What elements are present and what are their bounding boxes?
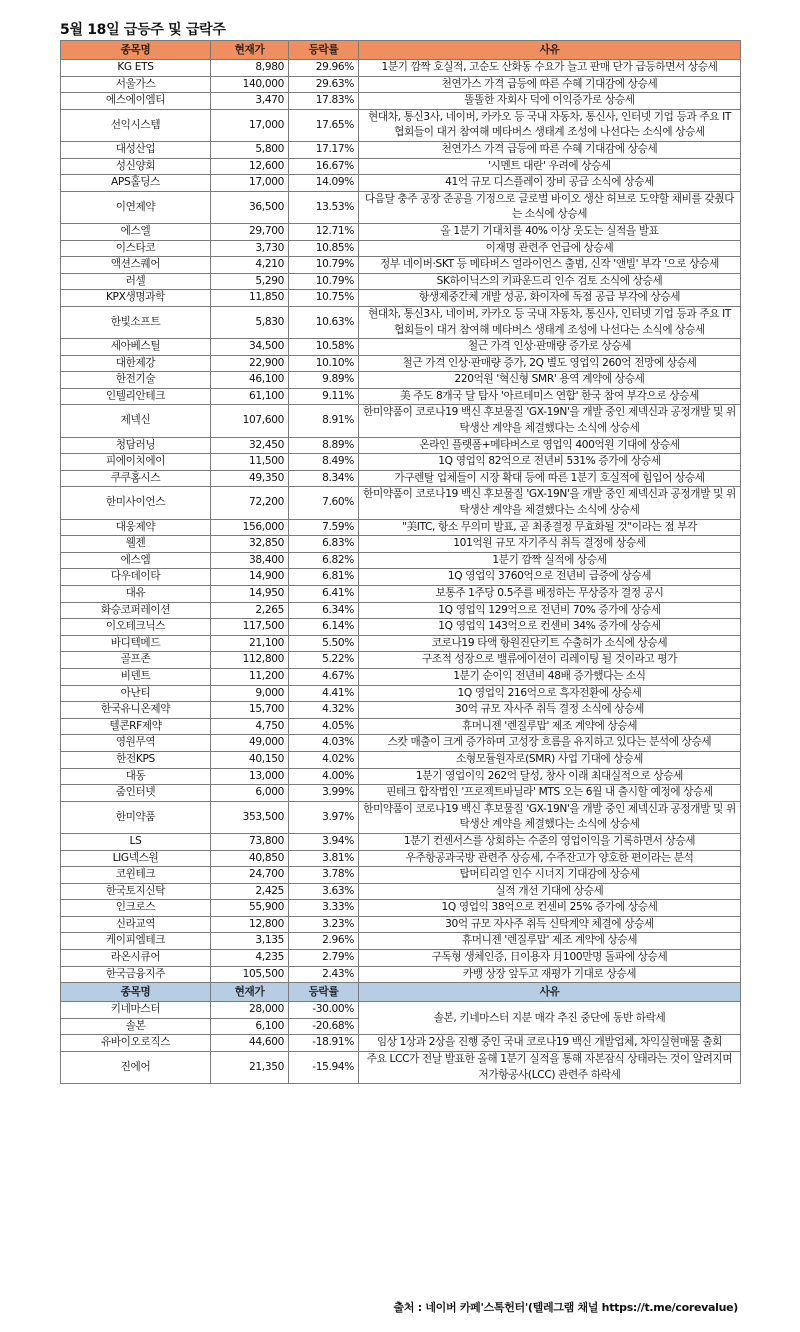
reason-text: "美ITC, 항소 무의미 발표, 곧 최종결정 무효화될 것"이라는 점 부각 xyxy=(359,519,741,536)
change-rate: 3.97% xyxy=(289,801,359,833)
current-price: 14,950 xyxy=(211,586,289,603)
reason-text: 보통주 1주당 0.5주를 배정하는 무상증자 결정 공시 xyxy=(359,586,741,603)
header-change: 등락률 xyxy=(289,983,359,1002)
reason-text: 똘똘한 자회사 덕에 이익증가로 상승세 xyxy=(359,93,741,110)
stock-name: 다우데이타 xyxy=(61,569,211,586)
stock-name: 유바이오로직스 xyxy=(61,1035,211,1052)
change-rate: 16.67% xyxy=(289,158,359,175)
reason-text: 솔본, 키네마스터 지분 매각 추진 중단에 동반 하락세 xyxy=(359,1002,741,1035)
gainer-row xyxy=(61,388,741,405)
gainer-row xyxy=(61,867,741,884)
reason-text: 현대차, 통신3사, 네이버, 카카오 등 국내 자동차, 통신사, 인터넷 기업 등과 주요 IT 협회들이 대거 참여해 메타버스 생태계 조성에 나선다는 소식에 상승세 xyxy=(359,109,741,141)
reason-text: 1Q 영업익 143억으로 컨센비 34% 증가에 상승세 xyxy=(359,619,741,636)
reason-text: 온라인 플랫폼+메타버스로 영업익 400억원 기대에 상승세 xyxy=(359,437,741,454)
stock-name: 한국유니온제약 xyxy=(61,702,211,719)
current-price: 21,100 xyxy=(211,635,289,652)
reason-text: 항생제중간체 개발 성공, 화이자에 독점 공급 부각에 상승세 xyxy=(359,290,741,307)
current-price: 5,830 xyxy=(211,306,289,338)
stock-name: 골프존 xyxy=(61,652,211,669)
gainer-row xyxy=(61,900,741,917)
stock-name: 화승코퍼레이션 xyxy=(61,602,211,619)
current-price: 24,700 xyxy=(211,867,289,884)
reason-text: 구독형 생체인증, 日이용자 月100만명 돌파에 상승세 xyxy=(359,950,741,967)
current-price: 34,500 xyxy=(211,339,289,356)
stock-name: 인텔리안테크 xyxy=(61,388,211,405)
stock-name: 코윈테크 xyxy=(61,867,211,884)
reason-text: 1Q 영업익 129억으로 전년비 70% 증가에 상승세 xyxy=(359,602,741,619)
change-rate: 10.58% xyxy=(289,339,359,356)
reason-text: 1Q 영업익 38억으로 컨센비 25% 증가에 상승세 xyxy=(359,900,741,917)
reason-text: 스캇 매출이 크게 증가하며 고성장 흐름을 유지하고 있다는 분석에 상승세 xyxy=(359,735,741,752)
change-rate: 29.63% xyxy=(289,76,359,93)
gainer-row xyxy=(61,109,741,141)
reason-text: 1Q 영업익 216억으로 흑자전환에 상승세 xyxy=(359,685,741,702)
current-price: 11,200 xyxy=(211,668,289,685)
change-rate: 4.02% xyxy=(289,751,359,768)
change-rate: 17.65% xyxy=(289,109,359,141)
reason-text: 우주항공과국방 관련주 상승세, 수주잔고가 양호한 편이라는 분석 xyxy=(359,850,741,867)
change-rate: 17.17% xyxy=(289,141,359,158)
gainer-row xyxy=(61,60,741,77)
gainer-row xyxy=(61,306,741,338)
current-price: 55,900 xyxy=(211,900,289,917)
stock-name: 줌인터넷 xyxy=(61,785,211,802)
reason-text: 1Q 영업익 3760억으로 전년비 급증에 상승세 xyxy=(359,569,741,586)
change-rate: 3.99% xyxy=(289,785,359,802)
gainer-row xyxy=(61,619,741,636)
gainer-row xyxy=(61,883,741,900)
reason-text: 올 1분기 기대치를 40% 이상 웃도는 실적을 발표 xyxy=(359,223,741,240)
stock-name: 바디텍메드 xyxy=(61,635,211,652)
reason-text: 한미약품이 코로나19 백신 후보물질 'GX-19N'을 개발 중인 제넥신과 공정개발 및 위탁생산 계약을 체결했다는 소식에 상승세 xyxy=(359,801,741,833)
change-rate: 6.82% xyxy=(289,552,359,569)
gainer-row xyxy=(61,850,741,867)
current-price: 5,290 xyxy=(211,273,289,290)
current-price: 14,900 xyxy=(211,569,289,586)
current-price: 29,700 xyxy=(211,223,289,240)
change-rate: 8.34% xyxy=(289,470,359,487)
reason-text: 한미약품이 코로나19 백신 후보물질 'GX-19N'을 개발 중인 제넥신과 공정개발 및 위탁생산 계약을 체결했다는 소식에 상승세 xyxy=(359,487,741,519)
gainer-row xyxy=(61,519,741,536)
stock-name: 한미사이언스 xyxy=(61,487,211,519)
gainer-row xyxy=(61,768,741,785)
gainer-row xyxy=(61,552,741,569)
current-price: 28,000 xyxy=(211,1002,289,1019)
gainer-row xyxy=(61,339,741,356)
change-rate: 3.81% xyxy=(289,850,359,867)
gainer-row xyxy=(61,785,741,802)
stock-name: 키네마스터 xyxy=(61,1002,211,1019)
gainer-row xyxy=(61,950,741,967)
stock-name: 쿠쿠홈시스 xyxy=(61,470,211,487)
reason-text: 다음달 충주 공장 준공을 기정으로 글로벌 바이오 생산 허브로 도약할 채비를 갖췄다는 소식에 상승세 xyxy=(359,191,741,223)
change-rate: 14.09% xyxy=(289,175,359,192)
header-reason: 사유 xyxy=(359,41,741,60)
stock-name: 신라교역 xyxy=(61,916,211,933)
current-price: 105,500 xyxy=(211,966,289,983)
current-price: 3,730 xyxy=(211,240,289,257)
change-rate: 3.33% xyxy=(289,900,359,917)
stock-name: KPX생명과학 xyxy=(61,290,211,307)
current-price: 36,500 xyxy=(211,191,289,223)
stock-name: 러셀 xyxy=(61,273,211,290)
gainer-row xyxy=(61,602,741,619)
reason-text: 한미약품이 코로나19 백신 후보물질 'GX-19N'을 개발 중인 제넥신과 공정개발 및 위탁생산 계약을 체결했다는 소식에 상승세 xyxy=(359,405,741,437)
current-price: 73,800 xyxy=(211,833,289,850)
reason-text: 101억원 규모 자기주식 취득 결정에 상승세 xyxy=(359,536,741,553)
stock-name: 제넥신 xyxy=(61,405,211,437)
gainer-row xyxy=(61,801,741,833)
reason-text: 1Q 영업익 82억으로 전년비 531% 증가에 상승세 xyxy=(359,454,741,471)
current-price: 17,000 xyxy=(211,175,289,192)
change-rate: 4.00% xyxy=(289,768,359,785)
stock-name: 이스타코 xyxy=(61,240,211,257)
stock-name: 피에이치에이 xyxy=(61,454,211,471)
current-price: 32,850 xyxy=(211,536,289,553)
change-rate: 10.85% xyxy=(289,240,359,257)
gainer-row xyxy=(61,933,741,950)
header-name: 종목명 xyxy=(61,41,211,60)
current-price: 46,100 xyxy=(211,372,289,389)
change-rate: 9.11% xyxy=(289,388,359,405)
stock-name: 한미약품 xyxy=(61,801,211,833)
current-price: 9,000 xyxy=(211,685,289,702)
current-price: 72,200 xyxy=(211,487,289,519)
change-rate: 8.91% xyxy=(289,405,359,437)
change-rate: 3.78% xyxy=(289,867,359,884)
current-price: 8,980 xyxy=(211,60,289,77)
current-price: 3,470 xyxy=(211,93,289,110)
reason-text: 철근 가격 인상·판매량 증가로 상승세 xyxy=(359,339,741,356)
change-rate: 10.63% xyxy=(289,306,359,338)
reason-text: 1분기 깜짝 실적에 상승세 xyxy=(359,552,741,569)
gainer-row xyxy=(61,702,741,719)
header-price: 현재가 xyxy=(211,41,289,60)
reason-text: 1분기 영업이익 262억 달성, 창사 이래 최대실적으로 상승세 xyxy=(359,768,741,785)
stock-table-container xyxy=(60,40,740,1084)
gainer-row xyxy=(61,355,741,372)
gainer-row xyxy=(61,437,741,454)
current-price: 11,500 xyxy=(211,454,289,471)
change-rate: 3.94% xyxy=(289,833,359,850)
current-price: 15,700 xyxy=(211,702,289,719)
gainer-row xyxy=(61,635,741,652)
change-rate: 8.49% xyxy=(289,454,359,471)
gainer-row xyxy=(61,668,741,685)
gainer-row xyxy=(61,652,741,669)
change-rate: 17.83% xyxy=(289,93,359,110)
stock-name: 한국토지신탁 xyxy=(61,883,211,900)
gainer-row xyxy=(61,470,741,487)
header-reason: 사유 xyxy=(359,983,741,1002)
current-price: 40,150 xyxy=(211,751,289,768)
change-rate: 4.41% xyxy=(289,685,359,702)
stock-name: 한전KPS xyxy=(61,751,211,768)
reason-text: 이재명 관련주 언급에 상승세 xyxy=(359,240,741,257)
reason-text: 소형모듈원자로(SMR) 사업 기대에 상승세 xyxy=(359,751,741,768)
stock-name: 대웅제약 xyxy=(61,519,211,536)
change-rate: 4.05% xyxy=(289,718,359,735)
stock-name: 케이피엠테크 xyxy=(61,933,211,950)
current-price: 112,800 xyxy=(211,652,289,669)
reason-text: 가구렌탈 업체들이 시장 확대 등에 따른 1분기 호실적에 힘입어 상승세 xyxy=(359,470,741,487)
change-rate: 9.89% xyxy=(289,372,359,389)
reason-text: '시멘트 대란' 우려에 상승세 xyxy=(359,158,741,175)
reason-text: 휴머니젠 '렌질루맙' 제조 계약에 상승세 xyxy=(359,933,741,950)
gainer-row xyxy=(61,240,741,257)
reason-text: SK하이닉스의 키파운드리 인수 검토 소식에 상승세 xyxy=(359,273,741,290)
change-rate: 10.79% xyxy=(289,273,359,290)
source-note: 출처 : 네이버 카페'스톡헌터'(텔레그램 채널 https://t.me/corevalue) xyxy=(393,1301,738,1314)
change-rate: 6.41% xyxy=(289,586,359,603)
current-price: 49,350 xyxy=(211,470,289,487)
reason-text: 코로나19 타액 항원진단키트 수출허가 소식에 상승세 xyxy=(359,635,741,652)
change-rate: 4.67% xyxy=(289,668,359,685)
reason-text: 41억 규모 디스플레이 장비 공급 소식에 상승세 xyxy=(359,175,741,192)
reason-text: 탑머티리얼 인수 시너지 기대감에 상승세 xyxy=(359,867,741,884)
gainer-row xyxy=(61,93,741,110)
reason-text: 美 주도 8개국 달 탐사 '아르테미스 연합' 한국 참여 부각으로 상승세 xyxy=(359,388,741,405)
stock-name: 에스에이엠티 xyxy=(61,93,211,110)
current-price: 38,400 xyxy=(211,552,289,569)
change-rate: 2.96% xyxy=(289,933,359,950)
change-rate: 7.60% xyxy=(289,487,359,519)
stock-name: 솔본 xyxy=(61,1018,211,1035)
stock-name: 성신양회 xyxy=(61,158,211,175)
stock-name: 아난티 xyxy=(61,685,211,702)
stock-name: 이연제약 xyxy=(61,191,211,223)
reason-text: 현대차, 통신3사, 네이버, 카카오 등 국내 자동차, 통신사, 인터넷 기업 등과 주요 IT 협회들이 대거 참여해 메타버스 생태계 조성에 나선다는 소식에 상승세 xyxy=(359,306,741,338)
reason-text: 30억 규모 자사주 취득 결정 소식에 상승세 xyxy=(359,702,741,719)
stock-name: 텔콘RF제약 xyxy=(61,718,211,735)
change-rate: 13.53% xyxy=(289,191,359,223)
gainer-row xyxy=(61,273,741,290)
change-rate: 5.22% xyxy=(289,652,359,669)
change-rate: 29.96% xyxy=(289,60,359,77)
change-rate: 6.83% xyxy=(289,536,359,553)
gainer-row xyxy=(61,751,741,768)
change-rate: 4.32% xyxy=(289,702,359,719)
stock-name: 청담러닝 xyxy=(61,437,211,454)
gainer-row xyxy=(61,141,741,158)
current-price: 49,000 xyxy=(211,735,289,752)
stock-name: 진에어 xyxy=(61,1052,211,1084)
current-price: 107,600 xyxy=(211,405,289,437)
losers-header xyxy=(61,983,741,1002)
current-price: 4,750 xyxy=(211,718,289,735)
change-rate: -15.94% xyxy=(289,1052,359,1084)
losers-list xyxy=(61,1002,741,1084)
gainer-row xyxy=(61,454,741,471)
reason-text: 핀테크 합작법인 '프로젝트바닐라' MTS 오는 6월 내 출시할 예정에 상승세 xyxy=(359,785,741,802)
current-price: 2,425 xyxy=(211,883,289,900)
gainer-row xyxy=(61,257,741,274)
stock-name: 영원무역 xyxy=(61,735,211,752)
current-price: 32,450 xyxy=(211,437,289,454)
stock-name: 대동 xyxy=(61,768,211,785)
current-price: 6,100 xyxy=(211,1018,289,1035)
gainer-row xyxy=(61,372,741,389)
gainer-row xyxy=(61,290,741,307)
gainer-row xyxy=(61,536,741,553)
stock-name: 웰젠 xyxy=(61,536,211,553)
page-title: 5월 18일 급등주 및 급락주 xyxy=(60,22,226,38)
current-price: 2,265 xyxy=(211,602,289,619)
stock-name: 대한제강 xyxy=(61,355,211,372)
current-price: 44,600 xyxy=(211,1035,289,1052)
gainer-row xyxy=(61,223,741,240)
gainer-row xyxy=(61,586,741,603)
gainer-row xyxy=(61,158,741,175)
change-rate: 2.79% xyxy=(289,950,359,967)
reason-text: 1분기 깜짝 호실적, 고순도 산화동 수요가 늘고 판매 단가 급등하면서 상승세 xyxy=(359,60,741,77)
current-price: 5,800 xyxy=(211,141,289,158)
gainer-row xyxy=(61,966,741,983)
reason-text: 카뱅 상장 앞두고 재평가 기대로 상승세 xyxy=(359,966,741,983)
current-price: 140,000 xyxy=(211,76,289,93)
current-price: 3,135 xyxy=(211,933,289,950)
current-price: 61,100 xyxy=(211,388,289,405)
change-rate: 6.81% xyxy=(289,569,359,586)
stock-name: 이오테크닉스 xyxy=(61,619,211,636)
stock-name: LS xyxy=(61,833,211,850)
current-price: 22,900 xyxy=(211,355,289,372)
change-rate: 10.75% xyxy=(289,290,359,307)
stock-name: LIG넥스원 xyxy=(61,850,211,867)
stock-name: 비덴트 xyxy=(61,668,211,685)
reason-text: 220억원 '혁신형 SMR' 용역 계약에 상승세 xyxy=(359,372,741,389)
reason-text: 천연가스 가격 급등에 따른 수혜 기대감에 상승세 xyxy=(359,76,741,93)
gainer-row xyxy=(61,685,741,702)
change-rate: 6.34% xyxy=(289,602,359,619)
stock-table xyxy=(60,40,741,1084)
reason-text: 철근 가격 인상·판매량 증가, 2Q 별도 영업익 260억 전망에 상승세 xyxy=(359,355,741,372)
change-rate: 6.14% xyxy=(289,619,359,636)
reason-text: 휴머니젠 '렌질루맙' 제조 계약에 상승세 xyxy=(359,718,741,735)
stock-name: KG ETS xyxy=(61,60,211,77)
current-price: 40,850 xyxy=(211,850,289,867)
loser-row xyxy=(61,1052,741,1084)
stock-name: APS홀딩스 xyxy=(61,175,211,192)
header-change: 등락률 xyxy=(289,41,359,60)
stock-name: 액션스퀘어 xyxy=(61,257,211,274)
gainer-row xyxy=(61,718,741,735)
gainer-row xyxy=(61,487,741,519)
current-price: 12,800 xyxy=(211,916,289,933)
current-price: 12,600 xyxy=(211,158,289,175)
stock-name: 에스엠 xyxy=(61,552,211,569)
reason-text: 천연가스 가격 급등에 따른 수혜 기대감에 상승세 xyxy=(359,141,741,158)
change-rate: -18.91% xyxy=(289,1035,359,1052)
change-rate: -30.00% xyxy=(289,1002,359,1019)
change-rate: 2.43% xyxy=(289,966,359,983)
change-rate: 8.89% xyxy=(289,437,359,454)
current-price: 17,000 xyxy=(211,109,289,141)
loser-row xyxy=(61,1002,741,1019)
reason-text: 임상 1상과 2상을 진행 중인 국내 코로나19 백신 개발업체, 차익실현매물 출회 xyxy=(359,1035,741,1052)
stock-name: 한전기술 xyxy=(61,372,211,389)
stock-name: 인크로스 xyxy=(61,900,211,917)
current-price: 11,850 xyxy=(211,290,289,307)
change-rate: 5.50% xyxy=(289,635,359,652)
current-price: 4,210 xyxy=(211,257,289,274)
gainer-row xyxy=(61,405,741,437)
stock-name: 에스엘 xyxy=(61,223,211,240)
reason-text: 구조적 성장으로 밸류에이션이 리레이팅 될 것이라고 평가 xyxy=(359,652,741,669)
current-price: 353,500 xyxy=(211,801,289,833)
stock-name: 대성산업 xyxy=(61,141,211,158)
change-rate: 4.03% xyxy=(289,735,359,752)
gainer-row xyxy=(61,175,741,192)
reason-text: 정부 네이버·SKT 등 메타버스 얼라이언스 출범, 신작 '앤빌' 부각 '으로 상승세 xyxy=(359,257,741,274)
gainers-list xyxy=(61,60,741,983)
change-rate: 3.63% xyxy=(289,883,359,900)
current-price: 21,350 xyxy=(211,1052,289,1084)
stock-name: 서울가스 xyxy=(61,76,211,93)
stock-name: 한빛소프트 xyxy=(61,306,211,338)
gainer-row xyxy=(61,735,741,752)
stock-name: 한국금융지주 xyxy=(61,966,211,983)
reason-text: 1분기 컨센서스를 상회하는 수준의 영업이익을 기록하면서 상승세 xyxy=(359,833,741,850)
gainer-row xyxy=(61,76,741,93)
change-rate: 10.10% xyxy=(289,355,359,372)
current-price: 6,000 xyxy=(211,785,289,802)
stock-name: 라온시큐어 xyxy=(61,950,211,967)
current-price: 13,000 xyxy=(211,768,289,785)
stock-name: 대유 xyxy=(61,586,211,603)
change-rate: 10.79% xyxy=(289,257,359,274)
change-rate: 12.71% xyxy=(289,223,359,240)
change-rate: 7.59% xyxy=(289,519,359,536)
current-price: 4,235 xyxy=(211,950,289,967)
header-name: 종목명 xyxy=(61,983,211,1002)
current-price: 117,500 xyxy=(211,619,289,636)
reason-text: 주요 LCC가 전날 발표한 올해 1분기 실적을 통해 자본잠식 상태라는 것이 알려지며 저가항공사(LCC) 관련주 하락세 xyxy=(359,1052,741,1084)
header-price: 현재가 xyxy=(211,983,289,1002)
gainers-header xyxy=(61,41,741,60)
reason-text: 1분기 순이익 전년비 48배 증가했다는 소식 xyxy=(359,668,741,685)
current-price: 156,000 xyxy=(211,519,289,536)
loser-row xyxy=(61,1035,741,1052)
stock-name: 세아베스틸 xyxy=(61,339,211,356)
reason-text: 30억 규모 자사주 취득 신탁계약 체결에 상승세 xyxy=(359,916,741,933)
gainer-row xyxy=(61,569,741,586)
stock-name: 선익시스템 xyxy=(61,109,211,141)
gainer-row xyxy=(61,833,741,850)
change-rate: 3.23% xyxy=(289,916,359,933)
gainer-row xyxy=(61,191,741,223)
reason-text: 실적 개선 기대에 상승세 xyxy=(359,883,741,900)
change-rate: -20.68% xyxy=(289,1018,359,1035)
gainer-row xyxy=(61,916,741,933)
